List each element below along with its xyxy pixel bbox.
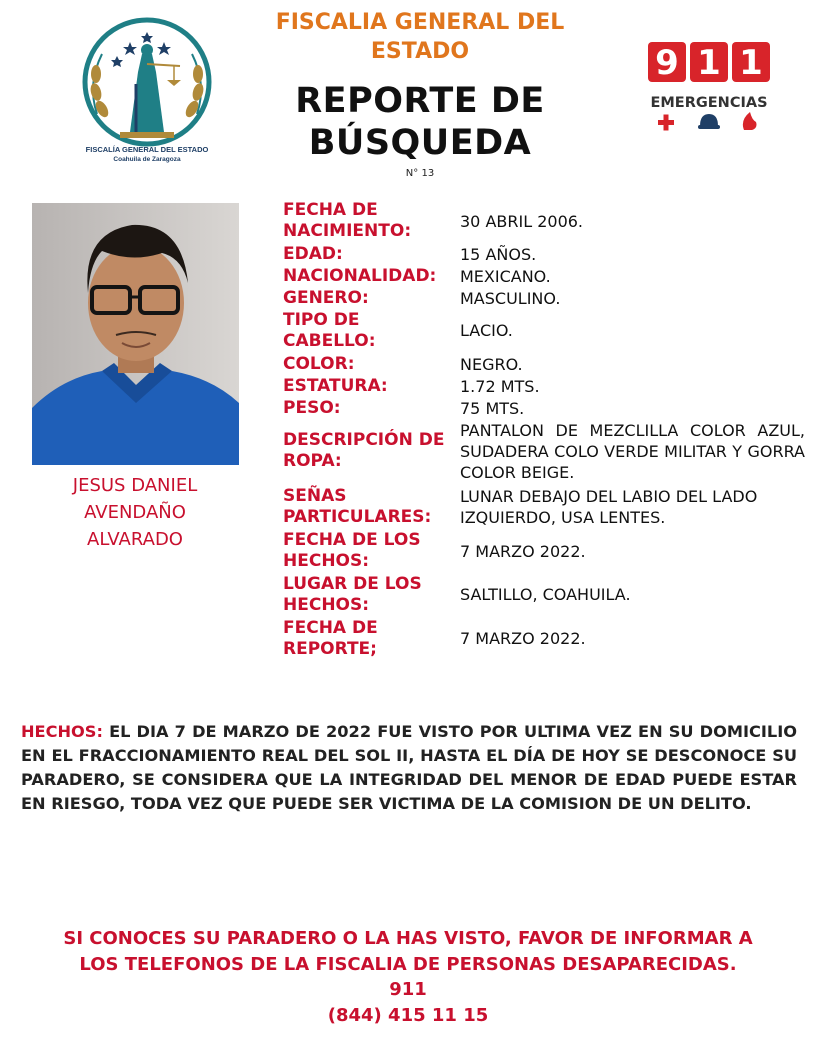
value-tipo-cabello: LACIO. <box>460 321 513 340</box>
label-line: FECHA DE <box>283 618 378 638</box>
value-estatura: 1.72 MTS. <box>460 377 540 396</box>
svg-text:EMERGENCIAS: EMERGENCIAS <box>650 95 768 111</box>
svg-text:1: 1 <box>697 43 721 83</box>
person-portrait-icon <box>32 203 239 465</box>
name-line-1: JESUS DANIEL <box>72 475 198 496</box>
footer-line-1: SI CONOCES SU PARADERO O LA HAS VISTO, FAVOR DE INFORMAR A <box>63 928 753 949</box>
value-fecha-hechos: 7 MARZO 2022. <box>460 542 586 561</box>
label-line: FECHA DE LOS <box>283 530 421 550</box>
value-lugar-hechos: SALTILLO, COAHUILA. <box>460 585 631 604</box>
label-line: CABELLO: <box>283 331 376 351</box>
label-line: HECHOS: <box>283 551 370 571</box>
label-line: ROPA: <box>283 451 342 471</box>
contact-footer <box>20 926 796 1028</box>
value-peso: 75 MTS. <box>460 399 525 418</box>
label-tipo-cabello <box>283 310 453 352</box>
value-fecha-nacimiento: 30 ABRIL 2006. <box>460 212 584 231</box>
footer-phone-number: (844) 415 11 15 <box>327 1004 489 1026</box>
label-line: NACIMIENTO: <box>283 221 412 241</box>
value-edad: 15 AÑOS. <box>460 245 537 264</box>
name-line-3: ALVARADO <box>87 529 183 550</box>
label-peso: PESO: <box>283 398 341 418</box>
svg-text:Coahuila de Zaragoza: Coahuila de Zaragoza <box>113 156 181 163</box>
hechos-label: HECHOS: <box>21 722 103 741</box>
value-fecha-reporte: 7 MARZO 2022. <box>460 629 586 648</box>
name-line-2: AVENDAÑO <box>84 502 186 523</box>
person-name <box>40 472 230 553</box>
footer-phone-911: 911 <box>389 979 427 1000</box>
label-color: COLOR: <box>283 354 355 374</box>
footer-line-2: LOS TELEFONOS DE LA FISCALIA DE PERSONAS DESAPARECIDAS. <box>79 953 737 975</box>
label-line: PARTICULARES: <box>283 507 432 527</box>
label-fecha-reporte <box>283 618 453 660</box>
value-color: NEGRO. <box>460 355 523 374</box>
label-line: SEÑAS <box>283 486 347 506</box>
value-genero: MASCULINO. <box>460 289 561 308</box>
label-line: TIPO DE <box>283 310 360 330</box>
label-fecha-hechos <box>283 530 453 572</box>
label-lugar-hechos <box>283 574 453 616</box>
value-senas-particulares: LUNAR DEBAJO DEL LABIO DEL LADO IZQUIERDO, USA LENTES. <box>460 487 758 527</box>
fiscalia-emblem-icon <box>72 14 222 174</box>
label-line: DESCRIPCIÓN DE <box>283 430 445 450</box>
title-line-2: BÚSQUEDA <box>308 123 532 163</box>
page-title <box>240 80 600 164</box>
label-descripcion-ropa <box>283 430 453 472</box>
fiscalia-logo <box>72 14 222 174</box>
emergency-911-icon <box>640 40 780 140</box>
value-nacionalidad: MEXICANO. <box>460 267 551 286</box>
label-line: REPORTE; <box>283 639 377 659</box>
label-line: HECHOS: <box>283 595 370 615</box>
label-nacionalidad: NACIONALIDAD: <box>283 266 437 286</box>
header-organization <box>240 8 600 66</box>
org-line-2: ESTADO <box>370 39 470 64</box>
report-number: N° 13 <box>405 168 435 179</box>
hechos-text: EL DIA 7 DE MARZO DE 2022 FUE VISTO POR ULTIMA VEZ EN SU DOMICILIO EN EL FRACCIONAMIENTO REAL DEL SOL II, HASTA EL DÍA DE HOY SE DESCONOCE SU PARADERO, SE CONSIDERA QUE LA INTEGRIDAD DEL MENOR DE EDAD PUEDE ESTAR EN RIESGO, TODA VEZ QUE PUEDE SER VICTIMA DE LA COMISION DE UN DELITO. <box>21 722 797 813</box>
label-estatura: ESTATURA: <box>283 376 388 396</box>
label-edad: EDAD: <box>283 244 343 264</box>
svg-text:FISCALÍA GENERAL DEL ESTADO: FISCALÍA GENERAL DEL ESTADO <box>85 145 209 154</box>
hechos-paragraph <box>21 720 797 816</box>
label-line: FECHA DE <box>283 200 378 220</box>
value-descripcion-ropa: PANTALON DE MEZCLILLA COLOR AZUL, SUDADERA COLO VERDE MILITAR Y GORRA COLOR BEIGE. <box>460 421 805 482</box>
label-genero: GENERO: <box>283 288 369 308</box>
missing-person-photo <box>32 203 239 465</box>
svg-text:1: 1 <box>739 43 763 83</box>
svg-text:9: 9 <box>655 43 679 83</box>
org-line-1: FISCALIA GENERAL DEL <box>275 10 565 35</box>
title-line-1: REPORTE DE <box>295 81 545 121</box>
emergencias-911-logo <box>640 40 780 140</box>
label-senas-particulares <box>283 486 453 528</box>
label-line: LUGAR DE LOS <box>283 574 422 594</box>
label-fecha-nacimiento <box>283 200 453 242</box>
